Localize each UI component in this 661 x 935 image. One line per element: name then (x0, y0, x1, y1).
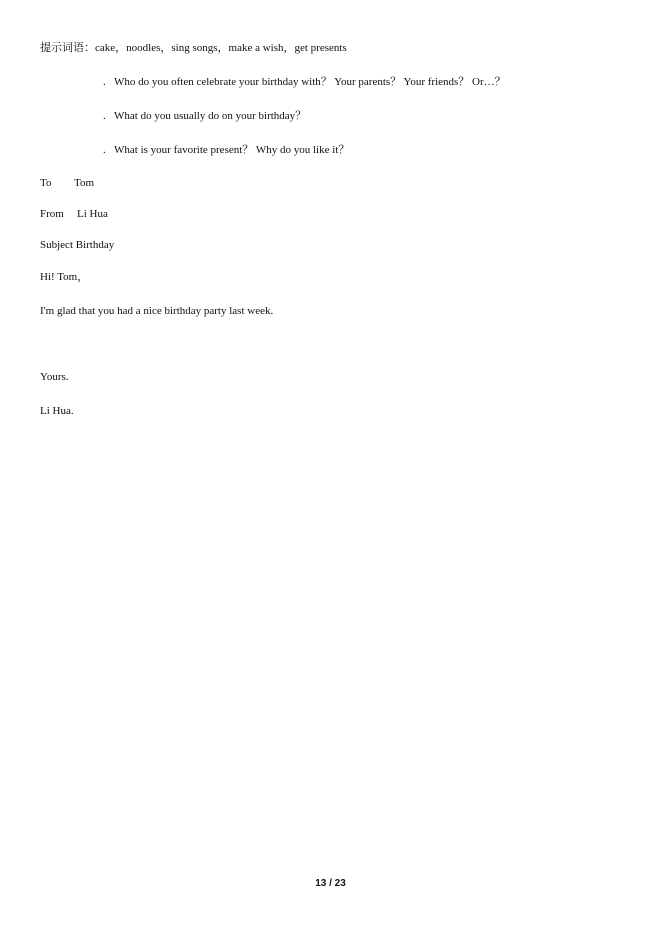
page-number: 13 / 23 (315, 878, 346, 889)
question-text: Who do you often celebrate your birthday with？ Your parents？ Your friends？ Or…？ (114, 76, 506, 88)
question-3 (103, 143, 349, 157)
email-subject-row (40, 238, 114, 252)
email-closing: Yours. (40, 371, 69, 383)
question-2 (103, 109, 306, 123)
question-text: What do you usually do on your birthday？ (114, 110, 307, 122)
email-greeting: Hi! Tom， (40, 271, 89, 283)
from-label: From (40, 208, 64, 220)
question-bullet: . (103, 76, 106, 88)
hint-words: 提示词语：cake，noodles，sing songs，make a wish，get presents (40, 42, 347, 54)
email-to-row (40, 176, 94, 190)
email-from-row (40, 207, 108, 221)
question-bullet: . (103, 110, 106, 122)
subject-label: Subject (40, 239, 73, 251)
from-value: Li Hua (77, 208, 108, 220)
email-signature: Li Hua. (40, 405, 74, 417)
to-label: To (40, 177, 52, 189)
question-1 (103, 75, 506, 89)
email-opening: I'm glad that you had a nice birthday party last week. (40, 305, 274, 317)
question-text: What is your favorite present？ Why do you like it？ (114, 144, 350, 156)
subject-value: Birthday (75, 239, 115, 251)
question-bullet: . (103, 144, 106, 156)
to-value: Tom (74, 177, 95, 189)
